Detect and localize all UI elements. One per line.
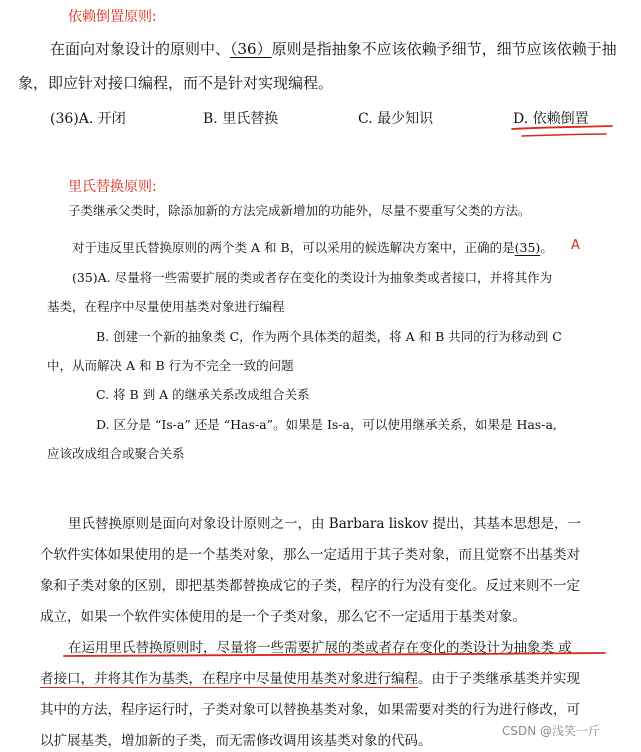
lsp-paragraph-line-7: 其中的方法，程序运行时，子类对象可以替换基类对象，如果需要对类的行为进行修改，可 <box>40 702 580 718</box>
dip-option-c: C. 最少知识 <box>358 111 434 127</box>
dip-question-line-1 <box>50 38 617 59</box>
lsp-paragraph-line-6-rest: 。由于子类继承基类并实现 <box>418 671 580 687</box>
dip-option-a: (36)A. 开闭 <box>50 111 126 127</box>
dip-question-blank: （36） <box>230 40 272 58</box>
dip-question-line-2: 象，即应针对接口编程，而不是针对实现编程。 <box>18 74 334 92</box>
lsp-option-b-line-2: 中，从而解决 A 和 B 行为不完全一致的问题 <box>47 358 294 373</box>
lsp-option-d-line-2: 应该改成组合或聚合关系 <box>47 446 185 461</box>
lsp-option-a-line-2: 基类，在程序中尽量使用基类对象进行编程 <box>47 299 285 314</box>
underline-option-d-2 <box>522 134 606 136</box>
lsp-paragraph-line-4: 成立，如果一个软件实体使用的是一个子类对象，那么它不一定适用于基类对象。 <box>40 609 526 625</box>
lsp-question-blank: (35) <box>514 240 541 255</box>
lsp-option-a-line-1: (35)A. 尽量将一些需要扩展的类或者存在变化的类设计为抽象类或者接口，并将其作为 <box>72 270 553 285</box>
lsp-summary-line: 子类继承父类时，除添加新的方法完成新增加的功能外，尽量不要重写父类的方法。 <box>68 203 531 218</box>
lsp-paragraph-line-6 <box>40 667 580 687</box>
lsp-paragraph-line-8: 以扩展基类，增加新的子类，而无需修改调用该基类对象的代码。 <box>40 733 432 749</box>
answer-mark: A <box>571 238 580 253</box>
lsp-question <box>72 238 553 256</box>
section-heading-lsp: 里氏替换原则: <box>68 179 157 195</box>
lsp-paragraph-line-2: 个软件实体如果使用的是一个基类对象，那么一定适用于其子类对象，而且觉察不出基类对 <box>40 547 580 563</box>
dip-option-d: D. 依赖倒置 <box>513 111 589 127</box>
lsp-paragraph-line-3: 象和子类对象的区别，即把基类都替换成它的子类，程序的行为没有变化。反过来则不一定 <box>40 578 580 594</box>
lsp-option-b-line-1: B. 创建一个新的抽象类 C，作为两个具体类的超类，将 A 和 B 共同的行为移动到 C <box>96 329 562 344</box>
section-heading-dip: 依赖倒置原则: <box>68 9 157 25</box>
lsp-option-c: C. 将 B 到 A 的继承关系改成组合关系 <box>96 387 310 402</box>
lsp-highlighted-text: 者接口，并将其作为基类，在程序中尽量使用基类对象进行编程 <box>40 671 418 687</box>
lsp-question-end: 。 <box>540 240 553 255</box>
dip-option-b: B. 里氏替换 <box>203 111 279 127</box>
watermark: CSDN @浅笑一斤 <box>502 724 601 738</box>
lsp-paragraph-line-5: 在运用里氏替换原则时，尽量将一些需要扩展的类或者存在变化的类设计为抽象类 或 <box>68 640 572 656</box>
dip-question-text-pre: 在面向对象设计的原则中、 <box>50 40 231 58</box>
lsp-paragraph-line-1: 里氏替换原则是面向对象设计原则之一，由 Barbara liskov 提出，其基本思想是，一 <box>68 516 581 532</box>
dip-question-text-post: 原则是指抽象不应该依赖予细节，细节应该依赖于抽 <box>271 40 617 58</box>
lsp-question-text: 对于违反里氏替换原则的两个类 A 和 B，可以采用的候选解决方案中，正确的是 <box>72 240 515 255</box>
lsp-option-d-line-1: D. 区分是 “Is-a” 还是 “Has-a”。如果是 Is-a，可以使用继承关系，如果是 Has-a, <box>96 417 557 432</box>
